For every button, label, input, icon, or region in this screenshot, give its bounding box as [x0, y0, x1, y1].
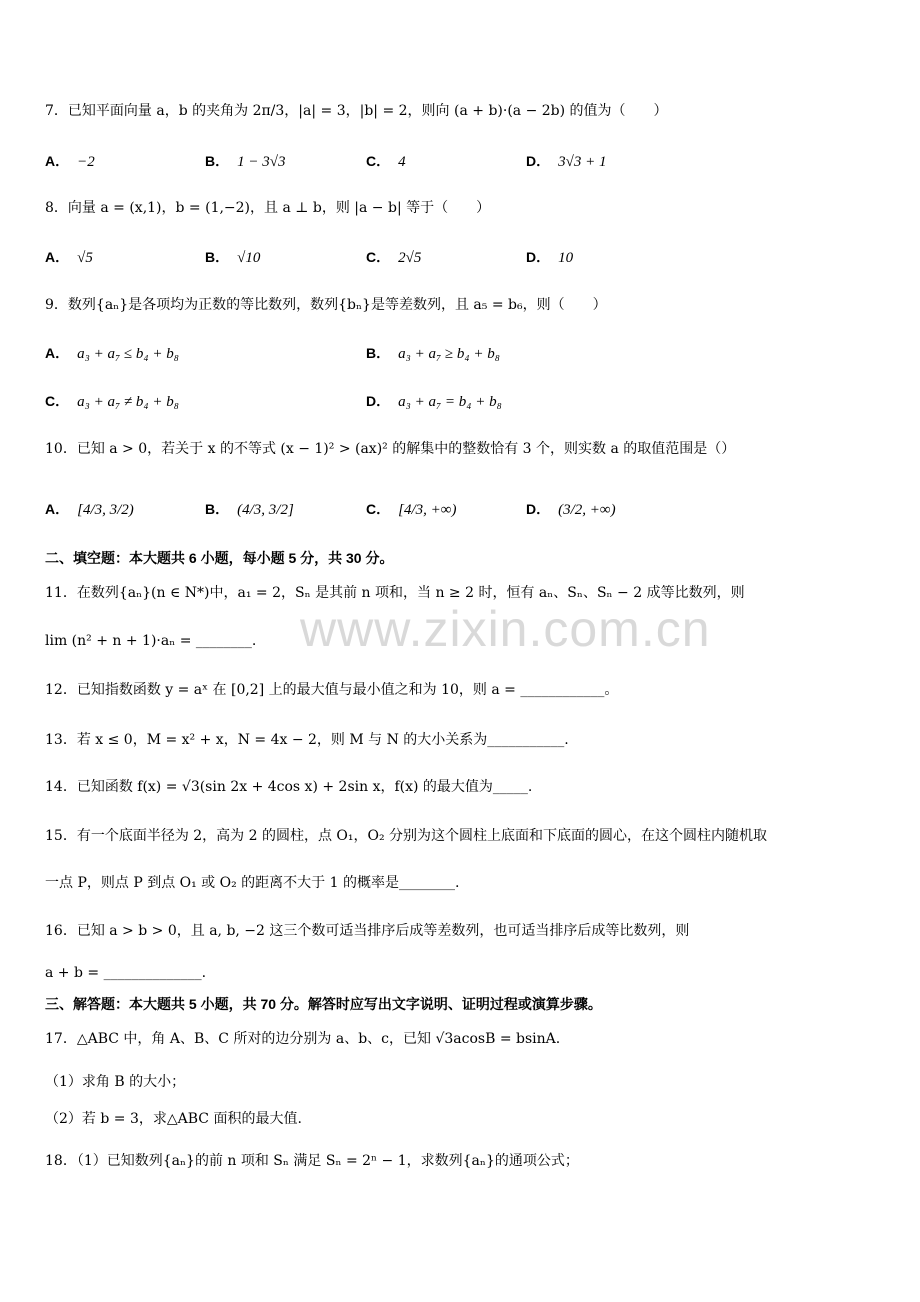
q8-option-b: [205, 246, 260, 269]
option-value: [4/3, 3/2): [77, 502, 134, 518]
option-value: 3√3 + 1: [558, 154, 607, 170]
q8-option-a: [45, 246, 93, 269]
q15-line2: 一点 P，则点 P 到点 O₁ 或 O₂ 的距离不大于 1 的概率是________.: [45, 875, 460, 891]
q12-stem: 12．已知指数函数 y = aˣ 在 [0,2] 上的最大值与最小值之和为 10，则 a = ____________。: [45, 682, 619, 698]
q17-part1: （1）求角 B 的大小；: [45, 1074, 186, 1090]
q17-stem: 17．△ABC 中，角 A、B、C 所对的边分别为 a、b、c，已知 √3acosB = bsinA.: [45, 1031, 561, 1047]
option-label: B．: [205, 501, 230, 517]
option-value: √5: [77, 250, 93, 266]
q7-option-c: [366, 150, 406, 173]
section-answer-title: 三、解答题：本大题共 5 小题，共 70 分。解答时应写出文字说明、证明过程或演算步骤。: [45, 996, 602, 1012]
option-label: D．: [366, 393, 391, 409]
q10-option-b: [205, 498, 294, 521]
q9-option-b: [366, 342, 500, 365]
q11-line1: 11．在数列{aₙ}(n ∈ N*)中，a₁ = 2，Sₙ 是其前 n 项和，当 n ≥ 2 时，恒有 aₙ、Sₙ、Sₙ − 2 成等比数列，则: [45, 585, 745, 601]
option-value: a₃ + a₇ ≥ b₄ + b₈: [398, 346, 500, 362]
q9-option-a: [45, 342, 179, 365]
option-label: D．: [526, 249, 551, 265]
q9-option-d: [366, 390, 502, 413]
option-value: (4/3, 3/2]: [237, 502, 294, 518]
option-value: 10: [558, 250, 574, 266]
q16-line2: a + b = ______________.: [45, 965, 207, 981]
option-value: a₃ + a₇ = b₄ + b₈: [398, 394, 502, 410]
q8-option-c: [366, 246, 421, 269]
q15-line1: 15．有一个底面半径为 2，高为 2 的圆柱，点 O₁，O₂ 分别为这个圆柱上底面和下底面的圆心，在这个圆柱内随机取: [45, 828, 768, 844]
q9-stem: 9．数列{aₙ}是各项均为正数的等比数列，数列{bₙ}是等差数列，且 a₅ = b₆，则（ ）: [45, 297, 607, 313]
q17-part2: （2）若 b = 3，求△ABC 面积的最大值.: [45, 1111, 302, 1127]
q10-option-c: [366, 498, 456, 521]
option-label: B．: [366, 345, 391, 361]
option-label: A．: [45, 345, 70, 361]
q10-option-d: [526, 498, 616, 521]
option-label: C．: [45, 393, 70, 409]
q10-option-a: [45, 498, 134, 521]
option-label: C．: [366, 249, 391, 265]
q8-option-d: [526, 246, 573, 269]
option-label: A．: [45, 501, 70, 517]
q8-stem: 8．向量 a = (x,1)，b = (1,−2)，且 a ⊥ b，则 |a − b| 等于（ ）: [45, 200, 491, 216]
option-label: B．: [205, 153, 230, 169]
watermark: www.zixin.com.cn: [300, 601, 711, 657]
option-value: √10: [237, 250, 261, 266]
option-value: 1 − 3√3: [237, 154, 286, 170]
option-label: C．: [366, 501, 391, 517]
option-value: (3/2, +∞): [558, 502, 616, 518]
option-value: 2√5: [398, 250, 422, 266]
option-value: −2: [77, 154, 95, 170]
option-label: D．: [526, 501, 551, 517]
q14-stem: 14．已知函数 f(x) = √3(sin 2x + 4cos x) + 2sin x，f(x) 的最大值为_____.: [45, 779, 533, 795]
option-value: a₃ + a₇ ≠ b₄ + b₈: [77, 394, 179, 410]
option-value: 4: [398, 154, 406, 170]
option-label: B．: [205, 249, 230, 265]
q10-stem: 10．已知 a > 0，若关于 x 的不等式 (x − 1)² > (ax)² 的解集中的整数恰有 3 个，则实数 a 的取值范围是（）: [45, 441, 736, 457]
option-label: C．: [366, 153, 391, 169]
option-value: a₃ + a₇ ≤ b₄ + b₈: [77, 346, 179, 362]
section-fill-in-title: 二、填空题：本大题共 6 小题，每小题 5 分，共 30 分。: [45, 550, 394, 566]
q7-stem: 7．已知平面向量 a，b 的夹角为 2π/3，|a| = 3，|b| = 2，则向 (a + b)·(a − 2b) 的值为（ ）: [45, 103, 668, 119]
q7-option-a: [45, 150, 95, 173]
q16-line1: 16．已知 a > b > 0，且 a, b, −2 这三个数可适当排序后成等差数列，也可适当排序后成等比数列，则: [45, 923, 690, 939]
q7-option-d: [526, 150, 606, 173]
option-label: D．: [526, 153, 551, 169]
option-label: A．: [45, 249, 70, 265]
q9-option-c: [45, 390, 179, 413]
q11-line2: lim (n² + n + 1)·aₙ = ________.: [45, 633, 257, 649]
q18-part1: 18．（1）已知数列{aₙ}的前 n 项和 Sₙ 满足 Sₙ = 2ⁿ − 1，求数列{aₙ}的通项公式；: [45, 1153, 579, 1169]
option-value: [4/3, +∞): [398, 502, 457, 518]
q13-stem: 13．若 x ≤ 0，M = x² + x，N = 4x − 2，则 M 与 N 的大小关系为___________.: [45, 732, 569, 748]
option-label: A．: [45, 153, 70, 169]
q7-option-b: [205, 150, 285, 173]
